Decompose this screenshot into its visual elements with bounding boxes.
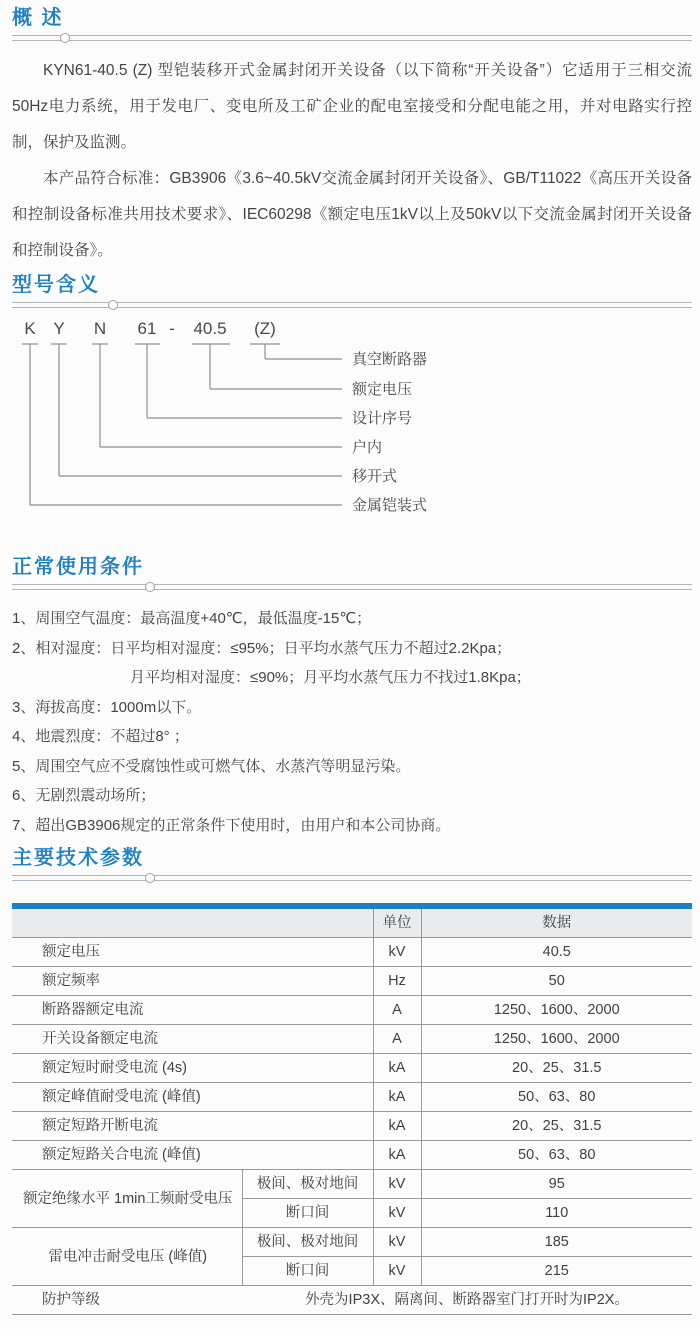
section-title-overview: 概 述 bbox=[12, 7, 64, 29]
unit-cell: kA bbox=[373, 1054, 421, 1083]
value-cell: 95 bbox=[421, 1170, 692, 1199]
overview-body bbox=[12, 53, 692, 269]
model-part-label: 设计序号 bbox=[352, 410, 413, 427]
value-cell: 50 bbox=[421, 967, 692, 996]
param-cell: 防护等级 bbox=[12, 1286, 242, 1315]
condition-line: 3、海拔高度：1000m以下。 bbox=[12, 698, 202, 716]
table-row bbox=[12, 1228, 692, 1257]
model-part-label: 移开式 bbox=[352, 468, 398, 485]
param-cell: 额定电压 bbox=[12, 938, 373, 967]
unit-cell: kA bbox=[373, 1112, 421, 1141]
rule-ring-ornament bbox=[145, 873, 155, 883]
technical-parameters-table bbox=[12, 909, 692, 1315]
title-rule bbox=[12, 584, 692, 590]
model-code-part: 61 bbox=[137, 319, 157, 338]
value-cell: 185 bbox=[421, 1228, 692, 1257]
header-unit: 单位 bbox=[373, 909, 421, 938]
value-cell: 20、25、31.5 bbox=[421, 1112, 692, 1141]
value-cell: 40.5 bbox=[421, 938, 692, 967]
table-row bbox=[12, 938, 692, 967]
section-overview bbox=[12, 4, 692, 269]
condition-line: 1、周围空气温度：最高温度+40℃，最低温度-15℃； bbox=[12, 610, 372, 627]
model-code-part: K bbox=[24, 319, 36, 338]
table-row bbox=[12, 996, 692, 1025]
model-code-part: - bbox=[169, 319, 175, 338]
rule-ring-ornament bbox=[108, 300, 118, 310]
sub-param-cell: 极间、极对地间 bbox=[242, 1170, 373, 1199]
note-cell: 外壳为IP3X、隔离间、断路器室门打开时为IP2X。 bbox=[242, 1286, 692, 1315]
value-cell: 50、63、80 bbox=[421, 1083, 692, 1112]
unit-cell: A bbox=[373, 1025, 421, 1054]
model-code-part: 40.5 bbox=[193, 319, 227, 338]
rule-ring-ornament bbox=[60, 33, 70, 43]
unit-cell: kV bbox=[373, 1228, 421, 1257]
overview-paragraph: KYN61-40.5 (Z) 型铠装移开式金属封闭开关设备（以下简称“开关设备”）它适用于三相交流50Hz电力系统，用于发电厂、变电所及工矿企业的配电室接受和分配电能之用，并对电路实行控制，保护及监测。 bbox=[12, 62, 692, 151]
unit-cell: kA bbox=[373, 1083, 421, 1112]
table-row bbox=[12, 1083, 692, 1112]
model-part-label: 户内 bbox=[352, 439, 383, 456]
condition-line: 月平均相对湿度：≤90%；月平均水蒸气压力不找过1.8Kpa； bbox=[130, 669, 531, 686]
table-row bbox=[12, 967, 692, 996]
unit-cell: kA bbox=[373, 1141, 421, 1170]
param-cell: 开关设备额定电流 bbox=[12, 1025, 373, 1054]
condition-line: 6、无剧烈震动场所； bbox=[12, 787, 156, 804]
table-row bbox=[12, 1170, 692, 1199]
unit-cell: kV bbox=[373, 1257, 421, 1286]
value-cell: 215 bbox=[421, 1257, 692, 1286]
header-param bbox=[12, 909, 373, 938]
param-cell: 额定短路关合电流 (峰值) bbox=[12, 1141, 373, 1170]
header-data: 数据 bbox=[421, 909, 692, 938]
table-row bbox=[12, 1286, 692, 1315]
sub-param-cell: 极间、极对地间 bbox=[242, 1228, 373, 1257]
unit-cell: kV bbox=[373, 938, 421, 967]
unit-cell: kV bbox=[373, 1199, 421, 1228]
table-row bbox=[12, 1054, 692, 1083]
model-designation-diagram bbox=[12, 314, 692, 520]
model-part-label: 真空断路器 bbox=[352, 351, 428, 368]
model-code-part: (Z) bbox=[254, 319, 276, 338]
value-cell: 110 bbox=[421, 1199, 692, 1228]
param-cell: 额定绝缘水平 1min工频耐受电压 bbox=[12, 1170, 242, 1228]
value-cell: 50、63、80 bbox=[421, 1141, 692, 1170]
condition-line: 4、地震烈度：不超过8° ； bbox=[12, 728, 189, 745]
table-row bbox=[12, 1112, 692, 1141]
table-header-row bbox=[12, 909, 692, 938]
section-title-params: 主要技术参数 bbox=[12, 847, 144, 869]
model-code-part: N bbox=[93, 319, 107, 338]
value-cell: 1250、1600、2000 bbox=[421, 1025, 692, 1054]
section-title-conditions: 正常使用条件 bbox=[12, 556, 144, 578]
section-title-model: 型号含义 bbox=[12, 274, 100, 296]
conditions-list bbox=[12, 604, 692, 840]
param-cell: 额定峰值耐受电流 (峰值) bbox=[12, 1083, 373, 1112]
section-operating-conditions bbox=[12, 553, 692, 840]
unit-cell: kV bbox=[373, 1170, 421, 1199]
table-row bbox=[12, 1141, 692, 1170]
title-rule bbox=[12, 302, 692, 308]
param-cell: 额定短路开断电流 bbox=[12, 1112, 373, 1141]
param-cell: 额定短时耐受电流 (4s) bbox=[12, 1054, 373, 1083]
title-rule bbox=[12, 875, 692, 881]
model-part-label: 金属铠装式 bbox=[352, 497, 428, 514]
title-rule bbox=[12, 35, 692, 41]
model-part-label: 额定电压 bbox=[352, 381, 413, 398]
sub-param-cell: 断口间 bbox=[242, 1199, 373, 1228]
condition-line: 7、超出GB3906规定的正常条件下使用时，由用户和本公司协商。 bbox=[12, 816, 451, 834]
rule-ring-ornament bbox=[145, 582, 155, 592]
value-cell: 20、25、31.5 bbox=[421, 1054, 692, 1083]
section-technical-parameters bbox=[12, 844, 692, 1315]
value-cell: 1250、1600、2000 bbox=[421, 996, 692, 1025]
unit-cell: A bbox=[373, 996, 421, 1025]
overview-paragraph: 本产品符合标准：GB3906《3.6~40.5kV交流金属封闭开关设备》、GB/T11022《高压开关设备和控制设备标准共用技术要求》、IEC60298《额定电压1kV以上及50kV以下交流金属封闭开关设备和控制设备》。 bbox=[12, 170, 692, 259]
param-cell: 雷电冲击耐受电压 (峰值) bbox=[12, 1228, 242, 1286]
section-model-designation bbox=[12, 271, 692, 520]
unit-cell: Hz bbox=[373, 967, 421, 996]
param-cell: 断路器额定电流 bbox=[12, 996, 373, 1025]
param-cell: 额定频率 bbox=[12, 967, 373, 996]
model-code-part: Y bbox=[53, 319, 65, 338]
condition-line: 2、相对湿度：日平均相对湿度：≤95%；日平均水蒸气压力不超过2.2Kpa； bbox=[12, 639, 512, 657]
condition-line: 5、周围空气应不受腐蚀性或可燃气体、水蒸汽等明显污染。 bbox=[12, 757, 411, 775]
sub-param-cell: 断口间 bbox=[242, 1257, 373, 1286]
table-row bbox=[12, 1025, 692, 1054]
